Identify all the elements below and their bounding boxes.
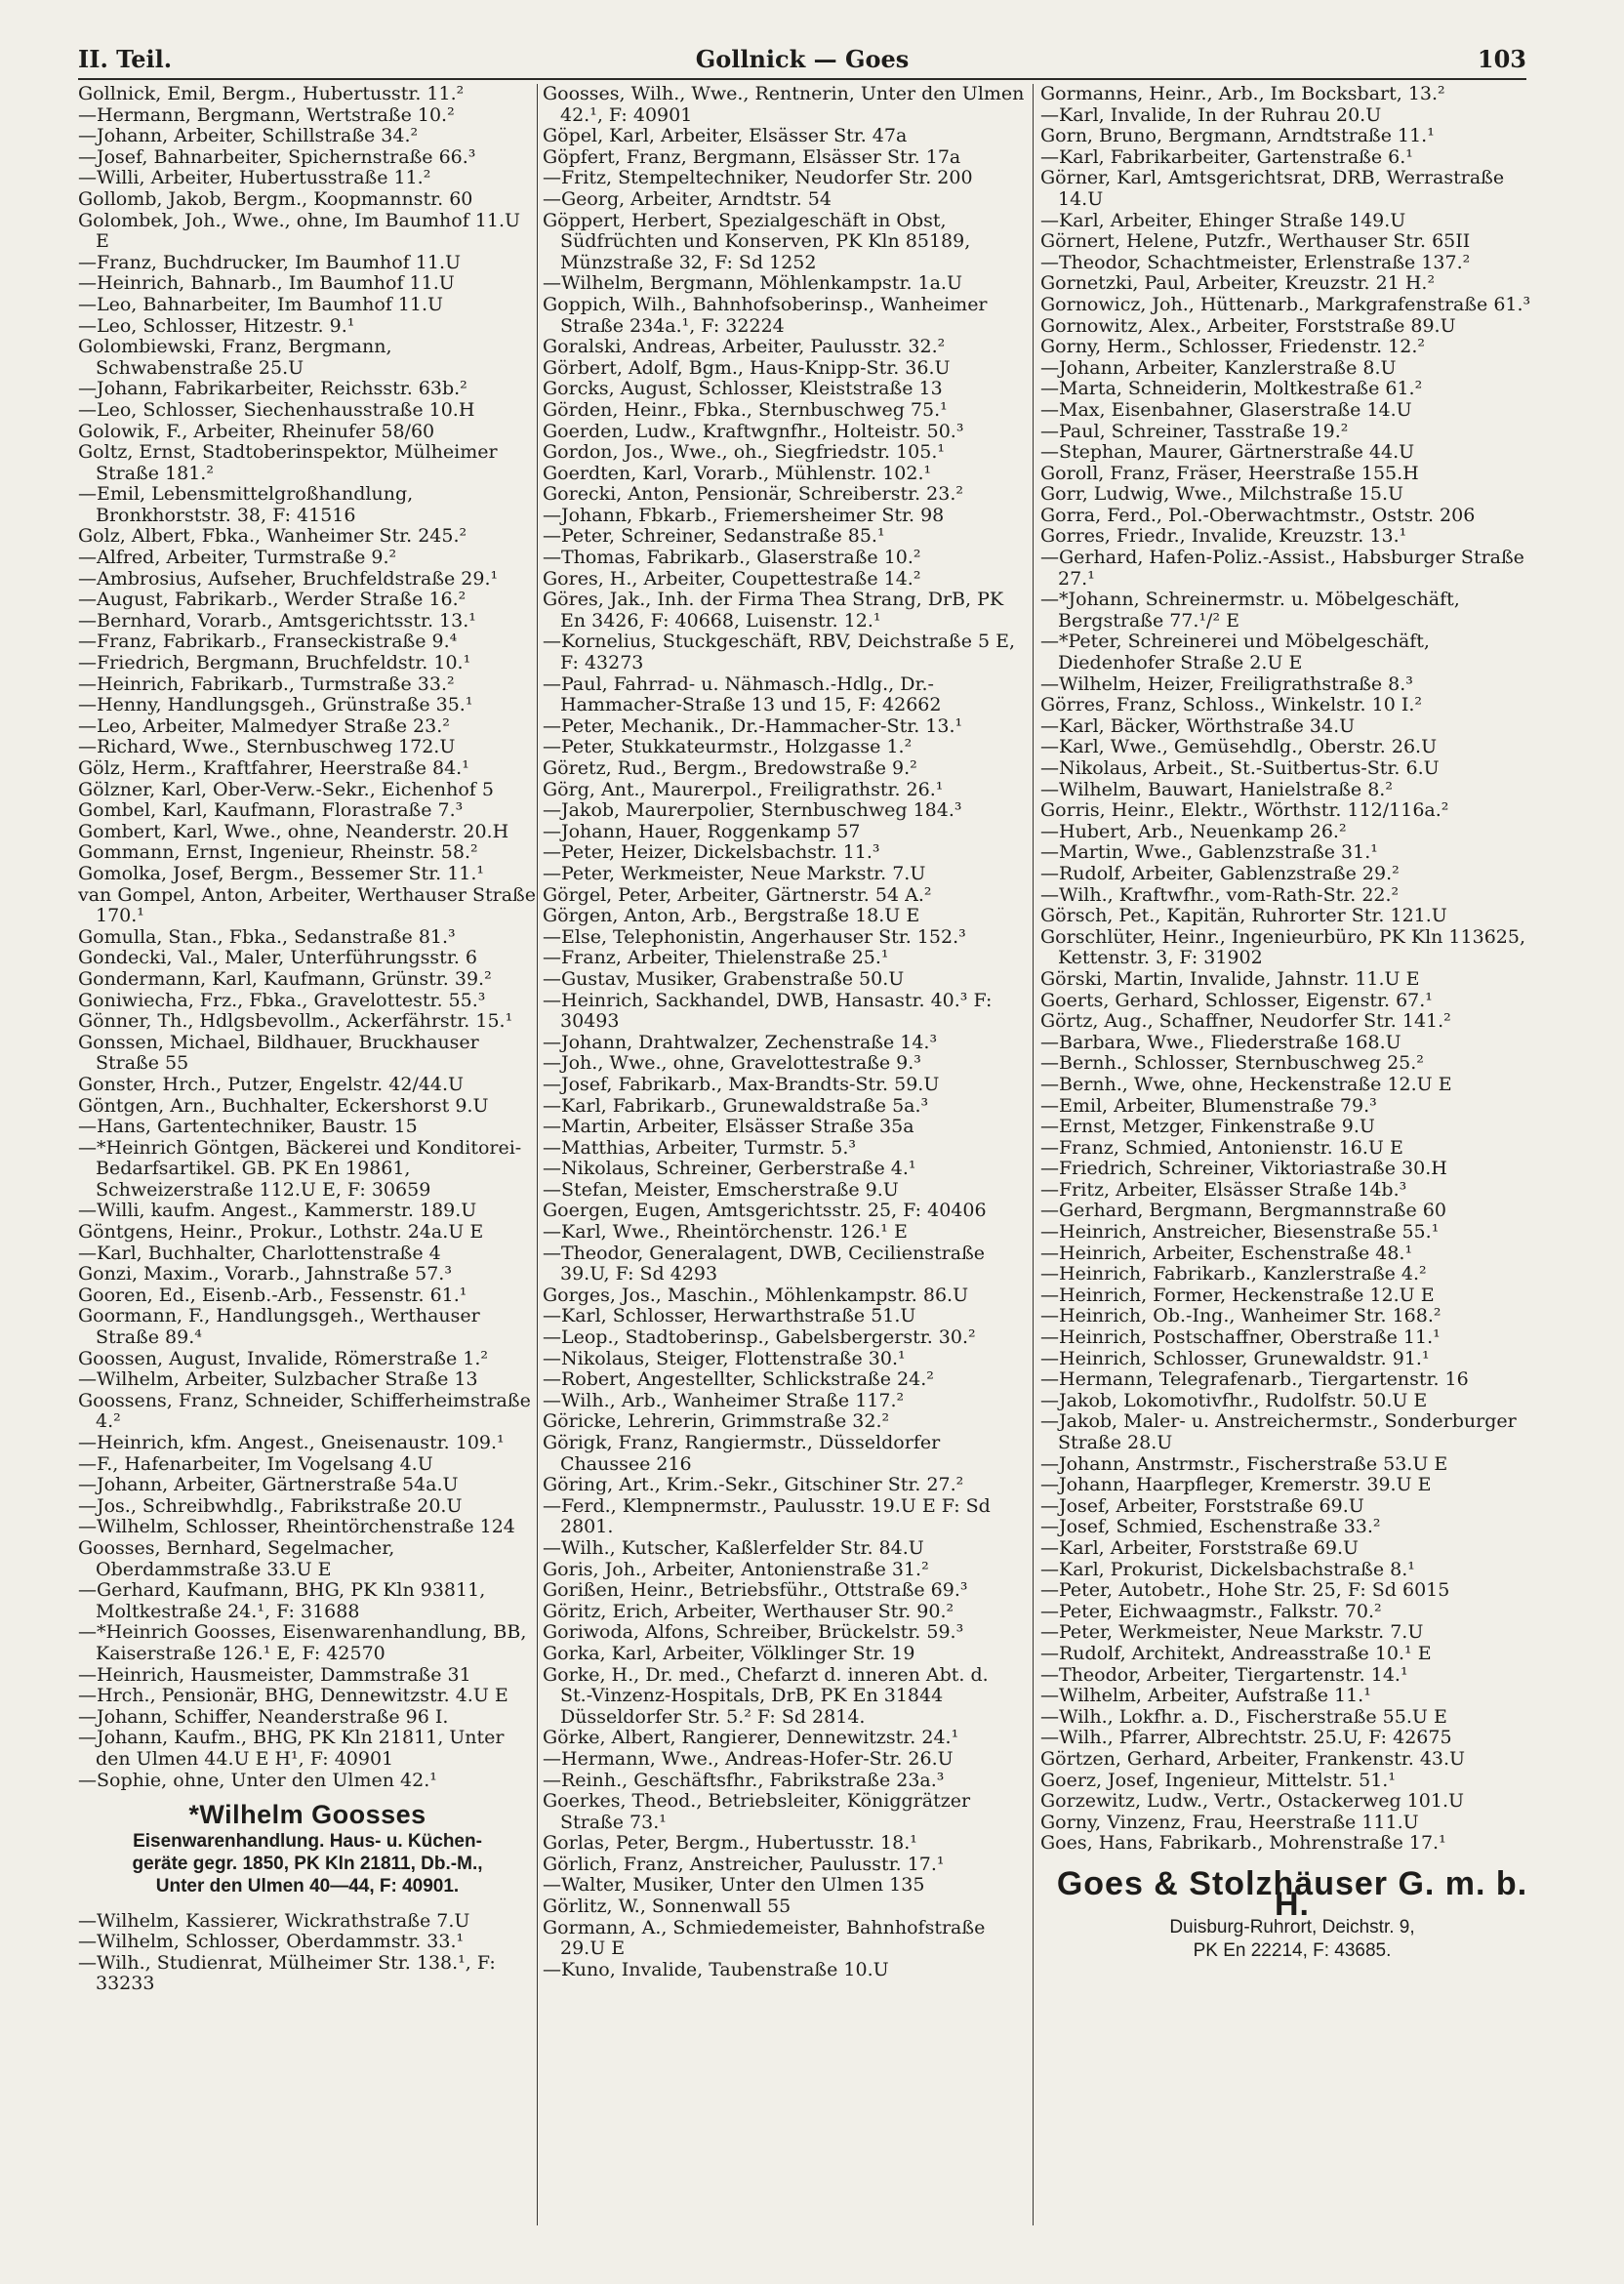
directory-entry: Goriwoda, Alfons, Schreiber, Brückelstr. 59.³ [543, 1621, 964, 1644]
directory-entry: Goltz, Ernst, Stadtoberinspektor, Mülheimer Straße 181.² [78, 441, 498, 484]
directory-entry: —Fritz, Arbeiter, Elsässer Straße 14b.³ [1040, 1178, 1407, 1201]
directory-entry: —Willi, Arbeiter, Hubertusstraße 11.² [78, 167, 431, 189]
directory-entry: —Johann, Arbeiter, Kanzlerstraße 8.U [1040, 356, 1397, 379]
directory-entry: Gondecki, Val., Maler, Unterführungsstr. 6 [78, 947, 477, 969]
directory-entry: Gollomb, Jakob, Bergm., Koopmannstr. 60 [78, 187, 473, 210]
directory-entry: Gorris, Heinr., Elektr., Wörthstr. 112/116a.² [1040, 799, 1449, 822]
directory-entry: —Gustav, Musiker, Grabenstraße 50.U [543, 967, 905, 990]
directory-entry: —Alfred, Arbeiter, Turmstraße 9.² [78, 547, 397, 569]
directory-entry: —Thomas, Fabrikarb., Glaserstraße 10.² [543, 547, 921, 569]
directory-entry: —Marta, Schneiderin, Moltkestraße 61.² [1040, 378, 1423, 400]
directory-entry: Görg, Ant., Maurerpol., Freiligrathstr. 26.¹ [543, 778, 944, 800]
page-header [78, 37, 1526, 76]
directory-entry: Gombert, Karl, Wwe., ohne, Neanderstr. 20.H [78, 820, 509, 842]
directory-entry: Goniwiecha, Frz., Fbka., Gravelottestr. 55.³ [78, 989, 486, 1011]
directory-entry: —Walter, Musiker, Unter den Ulmen 135 [543, 1874, 925, 1897]
directory-entry: —August, Fabrikarb., Werder Straße 16.² [78, 589, 467, 611]
directory-entry: Gönner, Th., Hdlgsbevollm., Ackerfährstr. 15.¹ [78, 1010, 513, 1033]
directory-entry: —Paul, Schreiner, Tasstraße 19.² [1040, 420, 1349, 442]
directory-entry: Golowik, F., Arbeiter, Rheinufer 58/60 [78, 420, 435, 442]
directory-entry: Gorzewitz, Ludw., Vertr., Ostackerweg 101.U [1040, 1790, 1465, 1813]
directory-entry: —Rudolf, Architekt, Andreasstraße 10.¹ E [1040, 1642, 1432, 1664]
directory-entry: —Josef, Arbeiter, Forststraße 69.U [1040, 1494, 1364, 1517]
directory-entry: Gollnick, Emil, Bergm., Hubertusstr. 11.² [78, 84, 465, 104]
directory-entry: Göres, Jak., Inh. der Firma Thea Strang, DrB, PK En 3426, F: 40668, Luisenstr. 12.¹ [543, 589, 1004, 632]
directory-entry: —Johann, Arbeiter, Schillstraße 34.² [78, 125, 419, 147]
directory-entry: —Hrch., Pensionär, BHG, Dennewitzstr. 4.U E [78, 1685, 508, 1707]
directory-entry: —Martin, Arbeiter, Elsässer Straße 35a [543, 1116, 914, 1138]
directory-entry: Gorges, Jos., Maschin., Möhlenkampstr. 86.U [543, 1284, 969, 1306]
directory-entry: —Rudolf, Arbeiter, Gablenzstraße 29.² [1040, 862, 1400, 884]
directory-entry: Gorlas, Peter, Bergm., Hubertusstr. 18.¹ [543, 1832, 917, 1855]
directory-entry: —*Heinrich Göntgen, Bäckerei und Konditorei-Bedarfsartikel. GB. PK En 19861, Schweizerstraße 112.U E, F: 30659 [78, 1136, 522, 1201]
directory-entry: Golombek, Joh., Wwe., ohne, Im Baumhof 11.U E [78, 209, 521, 253]
column-divider-1 [537, 84, 538, 2225]
ad-goosses-line: Eisenwarenhandlung. Haus- u. Küchen- [133, 1830, 482, 1852]
directory-entry: Gorißen, Heinr., Betriebsführ., Ottstraße 69.³ [543, 1579, 968, 1602]
directory-entry: —Leo, Schlosser, Siechenhausstraße 10.H [78, 398, 475, 421]
directory-entry: —Peter, Stukkateurmstr., Holzgasse 1.² [543, 736, 913, 758]
advertisement-goes-stolzhaeuser [1040, 1864, 1544, 1963]
directory-entry: Gonster, Hrch., Putzer, Engelstr. 42/44.U [78, 1073, 465, 1095]
directory-entry: —Heinrich, Postschaffner, Oberstraße 11.¹ [1040, 1326, 1441, 1349]
directory-entry: —Karl, Fabrikarbeiter, Gartenstraße 6.¹ [1040, 145, 1413, 168]
directory-entry: —Wilhelm, Bergmann, Möhlenkampstr. 1a.U [543, 272, 962, 295]
directory-entry: —Johann, Drahtwalzer, Zechenstraße 14.³ [543, 1031, 938, 1053]
directory-entry: —Johann, Schiffer, Neanderstraße 96 I. [78, 1705, 449, 1728]
directory-entry: —Friedrich, Schreiner, Viktoriastraße 30.H [1040, 1158, 1447, 1180]
directory-entry: Göntgens, Heinr., Prokur., Lothstr. 24a.U E [78, 1221, 484, 1244]
directory-entry: —Wilh., Studienrat, Mülheimer Str. 138.¹, F: 33233 [78, 1951, 496, 1995]
directory-entry: —Paul, Fahrrad- u. Nähmasch.-Hdlg., Dr.-Hammacher-Straße 13 und 15, F: 42662 [543, 673, 942, 716]
directory-entry: Göretz, Rud., Bergm., Bredowstraße 9.² [543, 757, 917, 779]
directory-entry: —Wilhelm, Bauwart, Hanielstraße 8.² [1040, 778, 1393, 800]
directory-entry: —Nikolaus, Schreiner, Gerberstraße 4.¹ [543, 1158, 916, 1180]
directory-entry: —Karl, Schlosser, Herwarthstraße 51.U [543, 1305, 916, 1327]
directory-entry: —Hermann, Wwe., Andreas-Hofer-Str. 26.U [543, 1747, 954, 1770]
column-3 [1040, 84, 1544, 2235]
directory-entry: —Karl, Buchhalter, Charlottenstraße 4 [78, 1242, 441, 1264]
directory-entry: —Max, Eisenbahner, Glaserstraße 14.U [1040, 398, 1412, 421]
directory-entry: Goris, Joh., Arbeiter, Antonienstraße 31.² [543, 1558, 929, 1580]
directory-entry: —Else, Telephonistin, Angerhauser Str. 152.³ [543, 925, 966, 948]
directory-entry: —Jakob, Maler- u. Anstreichermstr., Sonderburger Straße 28.U [1040, 1410, 1517, 1453]
directory-entry: —Karl, Arbeiter, Forststraße 69.U [1040, 1536, 1360, 1559]
directory-entry: Goralski, Andreas, Arbeiter, Paulusstr. 32.² [543, 336, 946, 358]
directory-entry: —Matthias, Arbeiter, Turmstr. 5.³ [543, 1136, 856, 1159]
directory-entry: —Wilhelm, Schlosser, Oberdammstr. 33.¹ [78, 1931, 465, 1953]
directory-entry: —Sophie, ohne, Unter den Ulmen 42.¹ [78, 1769, 437, 1791]
directory-entry: —Willi, kaufm. Angest., Kammerstr. 189.U [78, 1200, 477, 1222]
directory-entry: —Heinrich, Ob.-Ing., Wanheimer Str. 168.² [1040, 1305, 1441, 1327]
directory-entry: Golz, Albert, Fbka., Wanheimer Str. 245.² [78, 525, 467, 548]
directory-entry: —Leo, Schlosser, Hitzestr. 9.¹ [78, 314, 355, 337]
directory-entry: —Hermann, Bergmann, Wertstraße 10.² [78, 103, 455, 126]
directory-entry: Goppich, Wilh., Bahnhofsoberinsp., Wanheimer Straße 234a.¹, F: 32224 [543, 293, 988, 337]
directory-entry: Goosses, Wilh., Wwe., Rentnerin, Unter den Ulmen 42.¹, F: 40901 [543, 84, 1025, 126]
directory-entry: —Jakob, Lokomotivfhr., Rudolfstr. 50.U E [1040, 1389, 1428, 1411]
directory-entry: Goossens, Franz, Schneider, Schifferheimstraße 4.² [78, 1389, 531, 1433]
directory-entry: —Wilhelm, Schlosser, Rheintörchenstraße 124 [78, 1516, 515, 1538]
directory-entry: —Stefan, Meister, Emscherstraße 9.U [543, 1178, 899, 1201]
directory-entry: —Emil, Arbeiter, Blumenstraße 79.³ [1040, 1094, 1377, 1117]
directory-entry: Görgen, Anton, Arb., Bergstraße 18.U E [543, 905, 920, 927]
directory-entry: Göpfert, Franz, Bergmann, Elsässer Str. 17a [543, 145, 961, 168]
directory-entry: Görtzen, Gerhard, Arbeiter, Frankenstr. 43.U [1040, 1747, 1466, 1770]
directory-entry: —Theodor, Arbeiter, Tiergartenstr. 14.¹ [1040, 1663, 1408, 1686]
directory-entry: —Nikolaus, Arbeit., St.-Suitbertus-Str. 6.U [1040, 757, 1440, 779]
directory-entry: —Peter, Werkmeister, Neue Markstr. 7.U [1040, 1621, 1424, 1644]
directory-entry: Gorny, Herm., Schlosser, Friedenstr. 12.² [1040, 336, 1426, 358]
directory-entry: —Stephan, Maurer, Gärtnerstraße 44.U [1040, 441, 1415, 464]
directory-entry: Gorres, Friedr., Invalide, Kreuzstr. 13.¹ [1040, 525, 1407, 548]
directory-entry: —Bernhard, Vorarb., Amtsgerichtsstr. 13.¹ [78, 609, 476, 632]
directory-entry: —Peter, Autobetr., Hohe Str. 25, F: Sd 6015 [1040, 1579, 1450, 1602]
directory-entry: —Ferd., Klempnermstr., Paulusstr. 19.U E F: Sd 2801. [543, 1494, 991, 1538]
directory-entry: —Heinrich, Fabrikarb., Turmstraße 33.² [78, 673, 455, 695]
directory-entry: —Wilhelm, Kassierer, Wickrathstraße 7.U [78, 1909, 470, 1932]
page-number: 103 [1477, 45, 1526, 73]
directory-entry: Gormann, A., Schmiedemeister, Bahnhofstraße 29.U E [543, 1916, 986, 1960]
directory-entry: —Wilh., Lokfhr. a. D., Fischerstraße 55.U E [1040, 1705, 1447, 1728]
directory-entry: —Heinrich, Fabrikarb., Kanzlerstraße 4.² [1040, 1263, 1427, 1285]
directory-entry: —Wilhelm, Arbeiter, Sulzbacher Straße 13 [78, 1368, 478, 1391]
directory-entry: Gornowitz, Alex., Arbeiter, Forststraße 89.U [1040, 314, 1456, 337]
directory-entry: —Heinrich, Bahnarb., Im Baumhof 11.U [78, 272, 455, 295]
directory-entry: Goormann, F., Handlungsgeh., Werthauser Straße 89.⁴ [78, 1305, 480, 1349]
directory-entry: Gornowicz, Joh., Hüttenarb., Markgrafenstraße 61.³ [1040, 293, 1531, 315]
directory-entry: —Karl, Invalide, In der Ruhrau 20.U [1040, 103, 1382, 126]
directory-entry: Göricke, Lehrerin, Grimmstraße 32.² [543, 1410, 890, 1433]
page-range-title: Gollnick — Goes [695, 45, 910, 73]
header-rule [78, 78, 1526, 80]
directory-entry: —Wilh., Arb., Wanheimer Straße 117.² [543, 1389, 905, 1411]
directory-entry: —Franz, Schmied, Antonienstr. 16.U E [1040, 1136, 1403, 1159]
directory-entry: —Martin, Wwe., Gablenzstraße 31.¹ [1040, 841, 1378, 864]
directory-entry: —Peter, Eichwaagmstr., Falkstr. 70.² [1040, 1600, 1382, 1622]
directory-entry: —Gerhard, Bergmann, Bergmannstraße 60 [1040, 1200, 1446, 1222]
directory-entry: —Wilhelm, Arbeiter, Aufstraße 11.¹ [1040, 1685, 1371, 1707]
directory-entry: —Wilh., Pfarrer, Albrechtstr. 25.U, F: 42675 [1040, 1727, 1452, 1749]
directory-entry: Görsch, Pet., Kapitän, Ruhrorter Str. 121.U [1040, 905, 1447, 927]
directory-entry: Gorny, Vinzenz, Frau, Heerstraße 111.U [1040, 1811, 1419, 1833]
directory-entry: —Friedrich, Bergmann, Bruchfeldstr. 10.¹ [78, 652, 471, 674]
directory-entry: —Heinrich, Hausmeister, Dammstraße 31 [78, 1663, 471, 1686]
directory-entry: Golombiewski, Franz, Bergmann, Schwabenstraße 25.U [78, 336, 392, 379]
directory-entry: —Fritz, Stempeltechniker, Neudorfer Str. 200 [543, 167, 973, 189]
directory-entry: —Karl, Fabrikarb., Grunewaldstraße 5a.³ [543, 1094, 929, 1117]
directory-entry: Görgel, Peter, Arbeiter, Gärtnerstr. 54 A.² [543, 883, 932, 906]
directory-entry: —Wilh., Kutscher, Kaßlerfelder Str. 84.U [543, 1536, 924, 1559]
directory-entry: —Johann, Kaufm., BHG, PK Kln 21811, Unter den Ulmen 44.U E H¹, F: 40901 [78, 1727, 505, 1770]
directory-entry: Gonzi, Maxim., Vorarb., Jahnstraße 57.³ [78, 1263, 452, 1285]
directory-entry: —Emil, Lebensmittelgroßhandlung, Bronkhorststr. 38, F: 41516 [78, 483, 414, 526]
directory-entry: —Karl, Wwe., Gemüsehdlg., Oberstr. 26.U [1040, 736, 1438, 758]
directory-entry: —Barbara, Wwe., Fliederstraße 168.U [1040, 1031, 1401, 1053]
directory-entry: —Johann, Hauer, Roggenkamp 57 [543, 820, 861, 842]
directory-entry: Goes, Hans, Fabrikarb., Mohrenstraße 17.¹ [1040, 1832, 1446, 1855]
directory-entry: —Johann, Arbeiter, Gärtnerstraße 54a.U [78, 1474, 459, 1496]
directory-entry: Gölz, Herm., Kraftfahrer, Heerstraße 84.¹ [78, 757, 469, 779]
directory-entry: —Kuno, Invalide, Taubenstraße 10.U [543, 1958, 889, 1980]
directory-entry: Gorke, H., Dr. med., Chefarzt d. inneren Abt. d. St.-Vinzenz-Hospitals, DrB, PK En 31844 Düsseldorfer Str. 5.² F: Sd 2814. [543, 1663, 989, 1728]
directory-entry: —Leo, Bahnarbeiter, Im Baumhof 11.U [78, 293, 444, 315]
directory-entry: Göpel, Karl, Arbeiter, Elsässer Str. 47a [543, 125, 908, 147]
directory-entry: —Johann, Anstrmstr., Fischerstraße 53.U E [1040, 1452, 1448, 1475]
directory-entry: Goerts, Gerhard, Schlosser, Eigenstr. 67.¹ [1040, 989, 1433, 1011]
directory-entry: Goroll, Franz, Fräser, Heerstraße 155.H [1040, 462, 1419, 484]
directory-entry: —Bernh., Schlosser, Sternbuschweg 25.² [1040, 1052, 1424, 1075]
directory-entry: Gonssen, Michael, Bildhauer, Bruckhauser Straße 55 [78, 1031, 479, 1075]
directory-entry: Gores, H., Arbeiter, Coupettestraße 14.² [543, 567, 921, 590]
directory-entry: Goerden, Ludw., Kraftwgnfhr., Holteistr. 50.³ [543, 420, 964, 442]
directory-entry: —Jos., Schreibwhdlg., Fabrikstraße 20.U [78, 1494, 463, 1517]
directory-entry: —Wilhelm, Heizer, Freiligrathstraße 8.³ [1040, 673, 1413, 695]
directory-entry: Gorra, Ferd., Pol.-Oberwachtmstr., Oststr. 206 [1040, 504, 1476, 526]
column-1 [78, 84, 537, 2235]
directory-entry: —Josef, Bahnarbeiter, Spichernstraße 66.³ [78, 145, 476, 168]
directory-entry: van Gompel, Anton, Arbeiter, Werthauser Straße 170.¹ [78, 883, 536, 927]
directory-entry: —Nikolaus, Steiger, Flottenstraße 30.¹ [543, 1347, 906, 1369]
directory-entry: —Hans, Gartentechniker, Baustr. 15 [78, 1116, 418, 1138]
directory-entry: —*Johann, Schreinermstr. u. Möbelgeschäft, Bergstraße 77.¹/² E [1040, 589, 1460, 632]
directory-entry: Gombel, Karl, Kaufmann, Florastraße 7.³ [78, 799, 464, 822]
directory-entry: —Gerhard, Kaufmann, BHG, PK Kln 93811, Moltkestraße 24.¹, F: 31688 [78, 1579, 486, 1622]
directory-entry: Görigk, Franz, Rangiermstr., Düsseldorfer Chaussee 216 [543, 1432, 941, 1475]
directory-entry: —Franz, Arbeiter, Thielenstraße 25.¹ [543, 947, 889, 969]
directory-entry: —Josef, Fabrikarb., Max-Brandts-Str. 59.U [543, 1073, 940, 1095]
directory-entry: —Karl, Wwe., Rheintörchenstr. 126.¹ E [543, 1221, 908, 1244]
directory-entry: —Karl, Bäcker, Wörthstraße 34.U [1040, 714, 1356, 737]
directory-entry: Gölzner, Karl, Ober-Verw.-Sekr., Eichenhof 5 [78, 778, 494, 800]
directory-entry: —Kornelius, Stuckgeschäft, RBV, Deichstraße 5 E, F: 43273 [543, 631, 1016, 674]
ad-goes-line: PK En 22214, F: 43685. [1193, 1940, 1392, 1962]
directory-entry: Görnert, Helene, Putzfr., Werthauser Str. 65II [1040, 230, 1471, 253]
directory-entry: Görner, Karl, Amtsgerichtsrat, DRB, Werrastraße 14.U [1040, 167, 1505, 210]
directory-entry: —Heinrich, Former, Heckenstraße 12.U E [1040, 1284, 1435, 1306]
directory-entry: Görres, Franz, Schloss., Winkelstr. 10 I.² [1040, 694, 1422, 716]
directory-entry: —Georg, Arbeiter, Arndtstr. 54 [543, 187, 832, 210]
directory-entry: Göring, Art., Krim.-Sekr., Gitschiner Str. 27.² [543, 1474, 964, 1496]
directory-entry: —Johann, Fbkarb., Friemersheimer Str. 98 [543, 504, 945, 526]
directory-entry: —*Heinrich Goosses, Eisenwarenhandlung, BB, Kaiserstraße 126.¹ E, F: 42570 [78, 1621, 527, 1664]
directory-entry: Gorka, Karl, Arbeiter, Völklinger Str. 19 [543, 1642, 915, 1664]
entry-list-col3 [1040, 84, 1544, 1855]
directory-entry: —Leo, Arbeiter, Malmedyer Straße 23.² [78, 714, 450, 737]
directory-entry: Gondermann, Karl, Kaufmann, Grünstr. 39.² [78, 967, 492, 990]
directory-entry: Görski, Martin, Invalide, Jahnstr. 11.U E [1040, 967, 1420, 990]
directory-entry: Gomulla, Stan., Fbka., Sedanstraße 81.³ [78, 925, 456, 948]
directory-entry: Gorr, Ludwig, Wwe., Milchstraße 15.U [1040, 483, 1404, 506]
directory-entry: Gooren, Ed., Eisenb.-Arb., Fessenstr. 61.¹ [78, 1284, 467, 1306]
directory-entry: Gormanns, Heinr., Arb., Im Bocksbart, 13.² [1040, 84, 1445, 104]
ad-goosses-line: Unter den Ulmen 40—44, F: 40901. [155, 1875, 460, 1897]
entry-list-col2 [543, 84, 1025, 1980]
directory-entry: —Richard, Wwe., Sternbuschweg 172.U [78, 736, 456, 758]
part-label: II. Teil. [78, 45, 173, 73]
ad-goes-title: Goes & Stolzhäuser G. m. b. H. [1056, 1864, 1528, 1924]
directory-entry: Gorn, Bruno, Bergmann, Arndtstraße 11.¹ [1040, 125, 1435, 147]
directory-entry: —Hubert, Arb., Neuenkamp 26.² [1040, 820, 1347, 842]
directory-entry: —Franz, Buchdrucker, Im Baumhof 11.U [78, 251, 462, 273]
directory-entry: —Ernst, Metzger, Finkenstraße 9.U [1040, 1116, 1375, 1138]
directory-entry: Goerkes, Theod., Betriebsleiter, Königgrätzer Straße 73.¹ [543, 1790, 971, 1833]
column-2 [543, 84, 1025, 2235]
directory-entry: —Karl, Prokurist, Dickelsbachstraße 8.¹ [1040, 1558, 1415, 1580]
directory-entry: —Theodor, Generalagent, DWB, Cecilienstraße 39.U, F: Sd 4293 [543, 1242, 986, 1285]
directory-entry: Goerdten, Karl, Vorarb., Mühlenstr. 102.¹ [543, 462, 932, 484]
directory-entry: —Heinrich, Sackhandel, DWB, Hansastr. 40.³ F: 30493 [543, 989, 993, 1033]
directory-entry: Gordon, Jos., Wwe., oh., Siegfriedstr. 105.¹ [543, 441, 945, 464]
directory-entry: Görden, Heinr., Fbka., Sternbuschweg 75.¹ [543, 398, 948, 421]
directory-entry: —Johann, Fabrikarbeiter, Reichsstr. 63b.² [78, 378, 467, 400]
directory-entry: —Peter, Mechanik., Dr.-Hammacher-Str. 13.¹ [543, 714, 963, 737]
directory-entry: Göppert, Herbert, Spezialgeschäft in Obst, Südfrüchten und Konserven, PK Kln 85189, Münzstraße 32, F: Sd 1252 [543, 209, 971, 273]
directory-entry: Görtz, Aug., Schaffner, Neudorfer Str. 141.² [1040, 1010, 1451, 1033]
directory-entry: —Josef, Schmied, Eschenstraße 33.² [1040, 1516, 1381, 1538]
directory-entry: Gorschlüter, Heinr., Ingenieurbüro, PK Kln 113625, Kettenstr. 3, F: 31902 [1040, 925, 1525, 969]
directory-entry: —Wilh., Kraftwfhr., vom-Rath-Str. 22.² [1040, 883, 1400, 906]
directory-entry: —Peter, Schreiner, Sedanstraße 85.¹ [543, 525, 885, 548]
directory-entry: —F., Hafenarbeiter, Im Vogelsang 4.U [78, 1452, 433, 1475]
directory-entry: —Heinrich, Arbeiter, Eschenstraße 48.¹ [1040, 1242, 1413, 1264]
ad-goosses-title: *Wilhelm Goosses [188, 1800, 426, 1830]
directory-entry: —Franz, Fabrikarb., Franseckistraße 9.⁴ [78, 631, 458, 653]
directory-entry: Gorecki, Anton, Pensionär, Schreiberstr. 23.² [543, 483, 963, 506]
directory-entry: —Theodor, Schachtmeister, Erlenstraße 137.² [1040, 251, 1471, 273]
directory-entry: Gornetzki, Paul, Arbeiter, Kreuzstr. 21 H.² [1040, 272, 1436, 295]
directory-entry: —Robert, Angestellter, Schlickstraße 24.² [543, 1368, 934, 1391]
advertisement-goosses [78, 1800, 537, 1897]
directory-entry: —Bernh., Wwe, ohne, Heckenstraße 12.U E [1040, 1073, 1452, 1095]
directory-entry: —Heinrich, Anstreicher, Biesenstraße 55.¹ [1040, 1221, 1440, 1244]
directory-entry: Gomolka, Josef, Bergm., Bessemer Str. 11.¹ [78, 862, 485, 884]
ad-goes-line: Duisburg-Ruhrort, Deichstr. 9, [1169, 1917, 1415, 1938]
directory-entry: —Peter, Heizer, Dickelsbachstr. 11.³ [543, 841, 880, 864]
directory-entry: —*Peter, Schreinerei und Möbelgeschäft, Diedenhofer Straße 2.U E [1040, 631, 1430, 674]
directory-entry: Goossen, August, Invalide, Römerstraße 1.² [78, 1347, 488, 1369]
directory-entry: —Johann, Haarpfleger, Kremerstr. 39.U E [1040, 1474, 1432, 1496]
entry-list-col1 [78, 84, 537, 1791]
directory-entry: Goosses, Bernhard, Segelmacher, Oberdammstraße 33.U E [78, 1536, 395, 1580]
directory-entry: —Leop., Stadtoberinsp., Gabelsbergerstr. 30.² [543, 1326, 976, 1349]
directory-entry: —Henny, Handlungsgeh., Grünstraße 35.¹ [78, 694, 473, 716]
ad-goosses-line: geräte gegr. 1850, PK Kln 21811, Db.-M., [132, 1853, 483, 1874]
directory-entry: —Karl, Arbeiter, Ehinger Straße 149.U [1040, 209, 1406, 231]
entry-list-col1-tail [78, 1911, 537, 1995]
directory-entry: Goerz, Josef, Ingenieur, Mittelstr. 51.¹ [1040, 1769, 1396, 1791]
directory-entry: —Reinh., Geschäftsfhr., Fabrikstraße 23a.³ [543, 1769, 945, 1791]
directory-entry: —Ambrosius, Aufseher, Bruchfeldstraße 29.¹ [78, 567, 499, 590]
directory-entry: Görlich, Franz, Anstreicher, Paulusstr. 17.¹ [543, 1853, 945, 1875]
directory-entry: Göritz, Erich, Arbeiter, Werthauser Str. 90.² [543, 1600, 954, 1622]
directory-entry: Gorcks, August, Schlosser, Kleiststraße 13 [543, 378, 943, 400]
directory-entry: Goergen, Eugen, Amtsgerichtsstr. 25, F: 40406 [543, 1200, 987, 1222]
directory-entry: —Gerhard, Hafen-Poliz.-Assist., Habsburger Straße 27.¹ [1040, 547, 1524, 590]
directory-entry: Görlitz, W., Sonnenwall 55 [543, 1896, 792, 1918]
directory-entry: —Hermann, Telegrafenarb., Tiergartenstr. 16 [1040, 1368, 1469, 1391]
directory-entry: —Joh., Wwe., ohne, Gravelottestraße 9.³ [543, 1052, 921, 1075]
directory-entry: —Jakob, Maurerpolier, Sternbuschweg 184.³ [543, 799, 962, 822]
directory-entry: Görke, Albert, Rangierer, Dennewitzstr. 24.¹ [543, 1727, 959, 1749]
directory-entry: —Peter, Werkmeister, Neue Markstr. 7.U [543, 862, 926, 884]
directory-entry: —Heinrich, Schlosser, Grunewaldstr. 91.¹ [1040, 1347, 1430, 1369]
column-divider-2 [1033, 84, 1034, 2225]
directory-entry: Göntgen, Arn., Buchhalter, Eckershorst 9.U [78, 1094, 489, 1117]
directory-entry: Görbert, Adolf, Bgm., Haus-Knipp-Str. 36.U [543, 356, 951, 379]
directory-entry: Gommann, Ernst, Ingenieur, Rheinstr. 58.² [78, 841, 478, 864]
directory-entry: —Heinrich, kfm. Angest., Gneisenaustr. 109.¹ [78, 1432, 505, 1453]
spacer [78, 1897, 537, 1911]
